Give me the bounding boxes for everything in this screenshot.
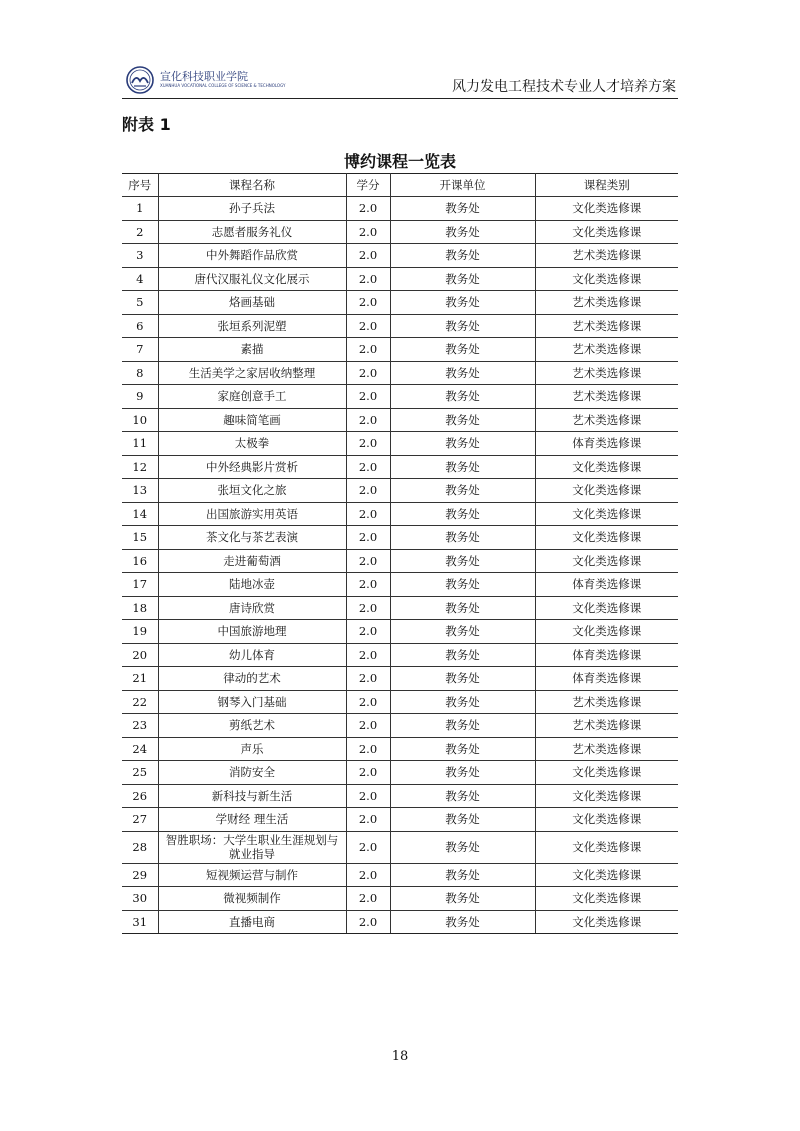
course-category: 艺术类选修课 — [535, 338, 678, 362]
department: 教务处 — [390, 338, 535, 362]
course-name: 素描 — [158, 338, 346, 362]
row-number: 13 — [122, 479, 158, 503]
credit: 2.0 — [346, 620, 390, 644]
credit: 2.0 — [346, 761, 390, 785]
department: 教务处 — [390, 863, 535, 887]
department: 教务处 — [390, 479, 535, 503]
department: 教务处 — [390, 910, 535, 934]
department: 教务处 — [390, 573, 535, 597]
row-number: 5 — [122, 291, 158, 315]
credit: 2.0 — [346, 408, 390, 432]
course-category: 文化类选修课 — [535, 761, 678, 785]
row-number: 22 — [122, 690, 158, 714]
credit: 2.0 — [346, 714, 390, 738]
course-name: 出国旅游实用英语 — [158, 502, 346, 526]
row-number: 1 — [122, 197, 158, 221]
course-category: 艺术类选修课 — [535, 714, 678, 738]
row-number: 7 — [122, 338, 158, 362]
column-header: 课程名称 — [158, 174, 346, 197]
credit: 2.0 — [346, 808, 390, 832]
column-header: 序号 — [122, 174, 158, 197]
credit: 2.0 — [346, 831, 390, 863]
row-number: 27 — [122, 808, 158, 832]
table-row — [122, 244, 678, 268]
course-category: 体育类选修课 — [535, 667, 678, 691]
course-name: 家庭创意手工 — [158, 385, 346, 409]
credit: 2.0 — [346, 432, 390, 456]
credit: 2.0 — [346, 573, 390, 597]
row-number: 18 — [122, 596, 158, 620]
course-name: 幼儿体育 — [158, 643, 346, 667]
row-number: 25 — [122, 761, 158, 785]
department: 教务处 — [390, 220, 535, 244]
course-name: 中国旅游地理 — [158, 620, 346, 644]
row-number: 4 — [122, 267, 158, 291]
table-row — [122, 455, 678, 479]
course-name: 唐代汉服礼仪文化展示 — [158, 267, 346, 291]
department: 教务处 — [390, 408, 535, 432]
course-category: 体育类选修课 — [535, 643, 678, 667]
table-row — [122, 338, 678, 362]
credit: 2.0 — [346, 526, 390, 550]
credit: 2.0 — [346, 502, 390, 526]
row-number: 8 — [122, 361, 158, 385]
table-row — [122, 267, 678, 291]
page-header — [122, 64, 678, 99]
course-category: 文化类选修课 — [535, 220, 678, 244]
table-row — [122, 385, 678, 409]
department: 教务处 — [390, 502, 535, 526]
table-row — [122, 714, 678, 738]
course-category: 艺术类选修课 — [535, 291, 678, 315]
course-category: 艺术类选修课 — [535, 244, 678, 268]
table-row — [122, 549, 678, 573]
table-row — [122, 887, 678, 911]
document-title: 风力发电工程技术专业人才培养方案 — [452, 79, 676, 95]
department: 教务处 — [390, 455, 535, 479]
table-title: 博约课程一览表 — [343, 152, 456, 171]
row-number: 26 — [122, 784, 158, 808]
credit: 2.0 — [346, 338, 390, 362]
department: 教务处 — [390, 887, 535, 911]
credit: 2.0 — [346, 690, 390, 714]
credit: 2.0 — [346, 197, 390, 221]
table-row — [122, 291, 678, 315]
course-category: 文化类选修课 — [535, 455, 678, 479]
department: 教务处 — [390, 784, 535, 808]
row-number: 31 — [122, 910, 158, 934]
department: 教务处 — [390, 314, 535, 338]
course-name: 消防安全 — [158, 761, 346, 785]
credit: 2.0 — [346, 643, 390, 667]
table-row — [122, 690, 678, 714]
credit: 2.0 — [346, 910, 390, 934]
credit: 2.0 — [346, 667, 390, 691]
credit: 2.0 — [346, 596, 390, 620]
row-number: 10 — [122, 408, 158, 432]
department: 教务处 — [390, 291, 535, 315]
department: 教务处 — [390, 808, 535, 832]
table-row — [122, 479, 678, 503]
department: 教务处 — [390, 385, 535, 409]
course-category: 文化类选修课 — [535, 526, 678, 550]
table-row — [122, 808, 678, 832]
table-row — [122, 761, 678, 785]
course-name: 烙画基础 — [158, 291, 346, 315]
credit: 2.0 — [346, 784, 390, 808]
course-category: 文化类选修课 — [535, 620, 678, 644]
course-name: 孙子兵法 — [158, 197, 346, 221]
course-name: 太极拳 — [158, 432, 346, 456]
row-number: 30 — [122, 887, 158, 911]
credit: 2.0 — [346, 887, 390, 911]
department: 教务处 — [390, 620, 535, 644]
course-name: 新科技与新生活 — [158, 784, 346, 808]
column-header: 课程类别 — [535, 174, 678, 197]
row-number: 3 — [122, 244, 158, 268]
course-name: 中外舞蹈作品欣赏 — [158, 244, 346, 268]
course-name: 剪纸艺术 — [158, 714, 346, 738]
credit: 2.0 — [346, 479, 390, 503]
course-category: 体育类选修课 — [535, 573, 678, 597]
course-category: 艺术类选修课 — [535, 314, 678, 338]
course-name: 学财经 理生活 — [158, 808, 346, 832]
course-category: 艺术类选修课 — [535, 385, 678, 409]
credit: 2.0 — [346, 220, 390, 244]
row-number: 9 — [122, 385, 158, 409]
department: 教务处 — [390, 526, 535, 550]
credit: 2.0 — [346, 863, 390, 887]
department: 教务处 — [390, 714, 535, 738]
course-category: 文化类选修课 — [535, 784, 678, 808]
department: 教务处 — [390, 690, 535, 714]
department: 教务处 — [390, 831, 535, 863]
table-row — [122, 197, 678, 221]
department: 教务处 — [390, 244, 535, 268]
school-name: 宣化科技职业学院 — [160, 70, 248, 83]
table-row — [122, 596, 678, 620]
table-row — [122, 314, 678, 338]
row-number: 16 — [122, 549, 158, 573]
row-number: 14 — [122, 502, 158, 526]
course-category: 文化类选修课 — [535, 267, 678, 291]
table-row — [122, 620, 678, 644]
row-number: 20 — [122, 643, 158, 667]
course-name: 微视频制作 — [158, 887, 346, 911]
credit: 2.0 — [346, 549, 390, 573]
course-category: 艺术类选修课 — [535, 361, 678, 385]
course-name: 律动的艺术 — [158, 667, 346, 691]
table-row — [122, 220, 678, 244]
credit: 2.0 — [346, 244, 390, 268]
course-category: 文化类选修课 — [535, 887, 678, 911]
table-row — [122, 863, 678, 887]
course-name: 短视频运营与制作 — [158, 863, 346, 887]
department: 教务处 — [390, 737, 535, 761]
row-number: 19 — [122, 620, 158, 644]
column-header: 开课单位 — [390, 174, 535, 197]
credit: 2.0 — [346, 385, 390, 409]
row-number: 2 — [122, 220, 158, 244]
credit: 2.0 — [346, 361, 390, 385]
credit: 2.0 — [346, 267, 390, 291]
course-category: 艺术类选修课 — [535, 408, 678, 432]
table-row — [122, 408, 678, 432]
department: 教务处 — [390, 361, 535, 385]
course-name: 张垣系列泥塑 — [158, 314, 346, 338]
credit: 2.0 — [346, 737, 390, 761]
table-body — [122, 197, 678, 934]
course-name: 生活美学之家居收纳整理 — [158, 361, 346, 385]
department: 教务处 — [390, 197, 535, 221]
course-category: 文化类选修课 — [535, 479, 678, 503]
row-number: 28 — [122, 831, 158, 863]
table-row — [122, 361, 678, 385]
table-row — [122, 526, 678, 550]
column-header: 学分 — [346, 174, 390, 197]
course-name: 唐诗欣赏 — [158, 596, 346, 620]
course-category: 文化类选修课 — [535, 549, 678, 573]
course-name: 中外经典影片赏析 — [158, 455, 346, 479]
credit: 2.0 — [346, 314, 390, 338]
row-number: 23 — [122, 714, 158, 738]
row-number: 6 — [122, 314, 158, 338]
course-category: 文化类选修课 — [535, 596, 678, 620]
table-row — [122, 667, 678, 691]
row-number: 29 — [122, 863, 158, 887]
course-name: 声乐 — [158, 737, 346, 761]
course-category: 文化类选修课 — [535, 197, 678, 221]
school-name-en: XUANHUA VOCATIONAL COLLEGE OF SCIENCE & TECHNOLOGY — [160, 83, 286, 88]
table-row — [122, 784, 678, 808]
course-category: 文化类选修课 — [535, 831, 678, 863]
credit: 2.0 — [346, 455, 390, 479]
row-number: 11 — [122, 432, 158, 456]
row-number: 21 — [122, 667, 158, 691]
course-category: 艺术类选修课 — [535, 690, 678, 714]
course-name: 直播电商 — [158, 910, 346, 934]
course-name: 智胜职场：大学生职业生涯规划与就业指导 — [158, 831, 346, 863]
course-category: 文化类选修课 — [535, 863, 678, 887]
table-row — [122, 737, 678, 761]
row-number: 12 — [122, 455, 158, 479]
department: 教务处 — [390, 549, 535, 573]
table-row — [122, 910, 678, 934]
course-name: 钢琴入门基础 — [158, 690, 346, 714]
table-row — [122, 502, 678, 526]
course-category: 文化类选修课 — [535, 910, 678, 934]
department: 教务处 — [390, 667, 535, 691]
row-number: 24 — [122, 737, 158, 761]
department: 教务处 — [390, 761, 535, 785]
table-header-row — [122, 174, 678, 197]
course-name: 茶文化与茶艺表演 — [158, 526, 346, 550]
school-logo-icon — [126, 66, 154, 94]
course-name: 趣味简笔画 — [158, 408, 346, 432]
table-row — [122, 432, 678, 456]
credit: 2.0 — [346, 291, 390, 315]
course-name: 走进葡萄酒 — [158, 549, 346, 573]
table-row — [122, 831, 678, 863]
page-number: 18 — [391, 1049, 409, 1064]
course-category: 文化类选修课 — [535, 502, 678, 526]
appendix-label: 附表 1 — [122, 115, 171, 134]
course-category: 艺术类选修课 — [535, 737, 678, 761]
course-category: 体育类选修课 — [535, 432, 678, 456]
table-row — [122, 643, 678, 667]
course-name: 张垣文化之旅 — [158, 479, 346, 503]
department: 教务处 — [390, 432, 535, 456]
course-name: 陆地冰壶 — [158, 573, 346, 597]
row-number: 15 — [122, 526, 158, 550]
table-row — [122, 573, 678, 597]
department: 教务处 — [390, 267, 535, 291]
row-number: 17 — [122, 573, 158, 597]
course-table — [122, 173, 678, 934]
course-name: 志愿者服务礼仪 — [158, 220, 346, 244]
course-category: 文化类选修课 — [535, 808, 678, 832]
department: 教务处 — [390, 596, 535, 620]
department: 教务处 — [390, 643, 535, 667]
